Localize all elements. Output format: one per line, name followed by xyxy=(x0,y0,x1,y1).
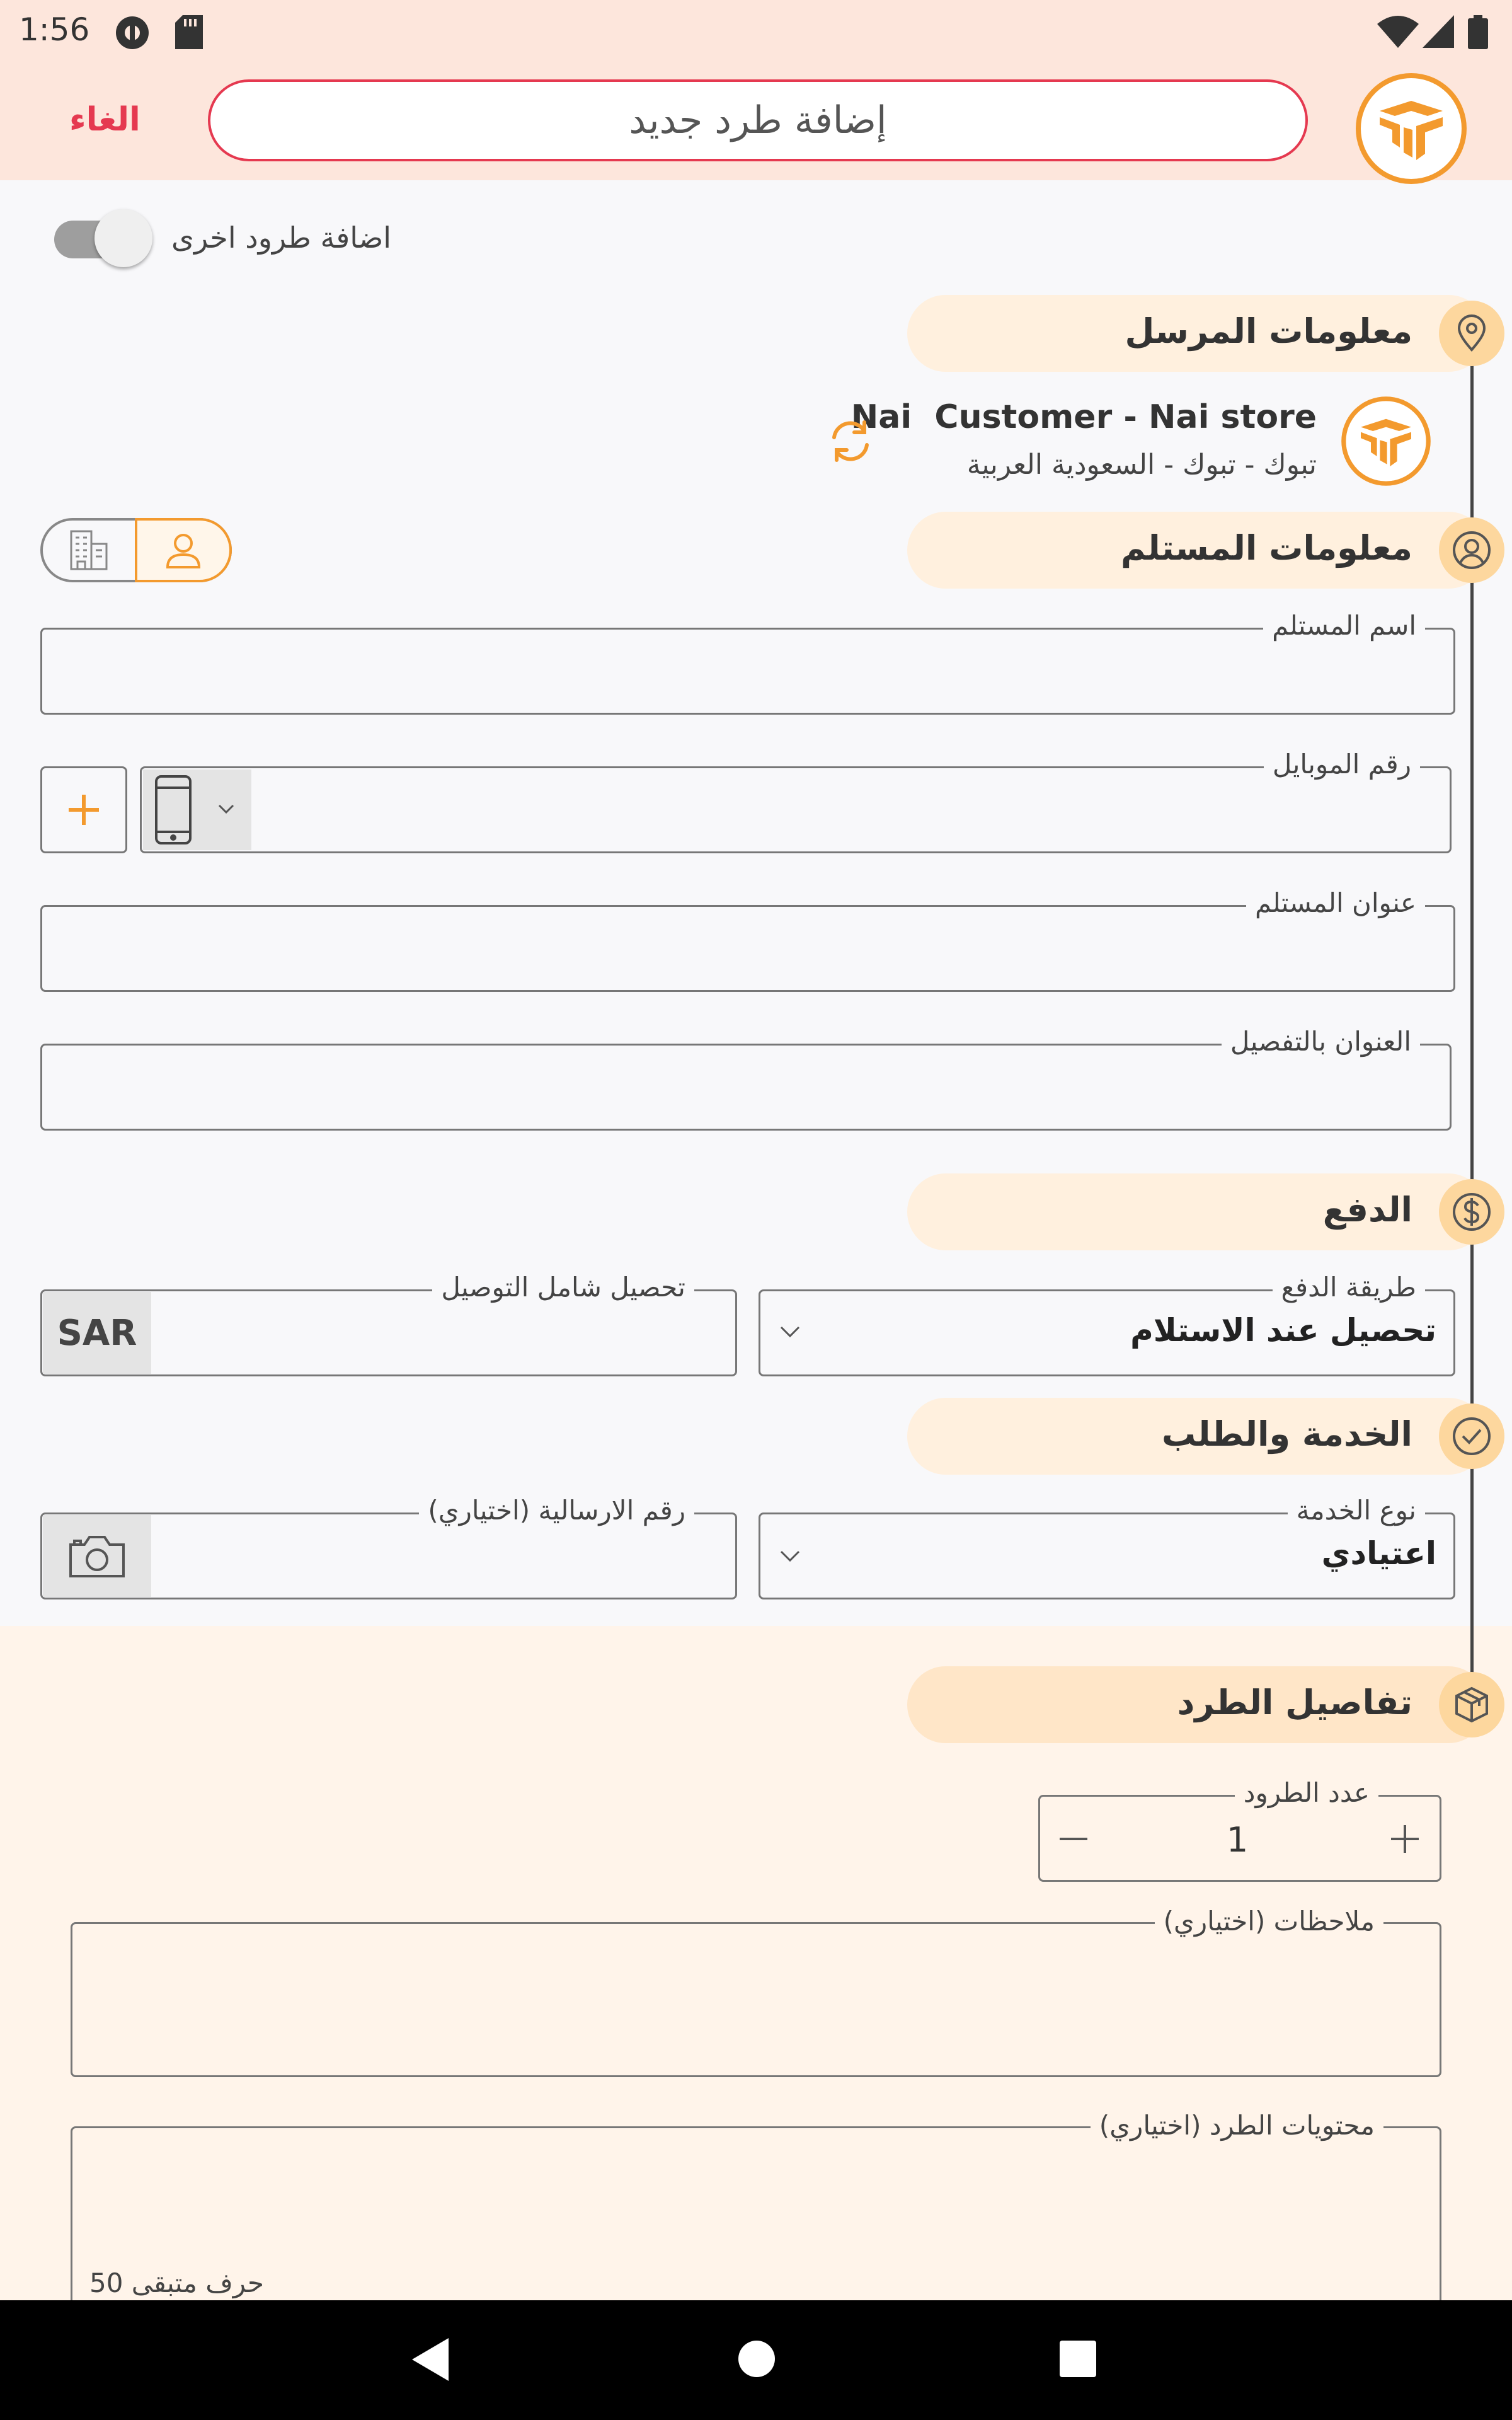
cancel-button[interactable]: الغاء xyxy=(69,101,140,139)
chevron-down-icon xyxy=(779,1548,801,1567)
back-icon[interactable] xyxy=(410,2336,451,2386)
payment-section-title: الدفع xyxy=(1322,1190,1412,1230)
shipment-number-label: رقم الارسالية (اختياري) xyxy=(419,1495,694,1526)
change-sender-icon[interactable] xyxy=(825,416,876,469)
decrement-button[interactable] xyxy=(1056,1821,1091,1859)
plus-icon xyxy=(1387,1821,1423,1857)
add-more-toggle[interactable] xyxy=(94,209,152,267)
notes-textarea[interactable] xyxy=(71,1922,1441,2077)
page-title-text: إضافة طرد جديد xyxy=(629,98,887,142)
mobile-phone-icon xyxy=(152,774,194,848)
camera-button[interactable] xyxy=(43,1515,151,1597)
minus-icon xyxy=(1056,1821,1091,1857)
recipient-name-label: اسم المستلم xyxy=(1263,610,1425,641)
sender-location: تبوك - تبوك - السعودية العربية xyxy=(966,449,1317,481)
currency-badge: SAR xyxy=(43,1292,151,1374)
chevron-down-icon xyxy=(217,802,236,819)
sd-card-icon xyxy=(175,15,203,52)
collection-amount-label: تحصيل شامل التوصيل xyxy=(432,1272,694,1303)
user-circle-icon xyxy=(1439,517,1504,583)
status-time: 1:56 xyxy=(19,11,90,48)
add-phone-button[interactable] xyxy=(40,766,127,853)
dollar-icon xyxy=(1439,1179,1504,1245)
chevron-down-icon xyxy=(779,1323,801,1342)
payment-method-label: طريقة الدفع xyxy=(1273,1272,1425,1303)
contents-textarea[interactable] xyxy=(71,2126,1441,2315)
notes-label: ملاحظات (اختياري) xyxy=(1155,1906,1383,1937)
status-bar xyxy=(0,0,1512,63)
service-type-label: نوع الخدمة xyxy=(1288,1495,1425,1526)
sender-name: Nai Customer - Nai store xyxy=(850,398,1317,436)
package-count-label: عدد الطرود xyxy=(1235,1777,1378,1808)
mobile-number-input[interactable] xyxy=(140,766,1452,853)
package-count-value: 1 xyxy=(1226,1820,1249,1860)
company-type-button[interactable] xyxy=(43,521,135,580)
recents-icon[interactable] xyxy=(1058,2339,1097,2381)
camera-icon xyxy=(67,1532,127,1580)
individual-type-button[interactable] xyxy=(135,518,232,582)
check-circle-icon xyxy=(1439,1403,1504,1469)
service-type-value: اعتيادي xyxy=(1321,1535,1436,1572)
recipient-name-input[interactable] xyxy=(40,628,1455,715)
mobile-number-label: رقم الموبايل xyxy=(1264,749,1420,780)
recipient-address-input[interactable] xyxy=(40,905,1455,992)
recipient-section-title: معلومات المستلم xyxy=(1121,528,1412,568)
battery-icon xyxy=(1468,15,1488,52)
person-icon xyxy=(161,528,205,572)
app-logo xyxy=(1354,72,1468,185)
page-title xyxy=(208,79,1308,161)
remaining-chars-counter: 50 حرف متبقى xyxy=(89,2267,264,2298)
payment-method-value: تحصيل عند الاستلام xyxy=(1130,1312,1436,1349)
increment-button[interactable] xyxy=(1387,1821,1423,1859)
notification-icon xyxy=(115,15,150,53)
sender-logo xyxy=(1341,396,1431,487)
sender-section-title: معلومات المرسل xyxy=(1125,311,1412,351)
signal-icon xyxy=(1423,15,1454,50)
wifi-icon xyxy=(1377,15,1419,50)
service-section-title: الخدمة والطلب xyxy=(1161,1414,1412,1454)
detailed-address-label: العنوان بالتفصيل xyxy=(1222,1026,1420,1057)
add-more-toggle-label: اضافة طرود اخرى xyxy=(171,221,392,255)
plus-icon xyxy=(64,790,104,830)
building-icon xyxy=(66,527,112,573)
location-pin-icon xyxy=(1439,301,1504,366)
package-section-title: تفاصيل الطرد xyxy=(1177,1683,1412,1722)
box-icon xyxy=(1439,1672,1504,1737)
recipient-address-label: عنوان المستلم xyxy=(1246,887,1425,918)
contents-label: محتويات الطرد (اختياري) xyxy=(1091,2110,1383,2141)
home-icon[interactable] xyxy=(737,2339,776,2381)
